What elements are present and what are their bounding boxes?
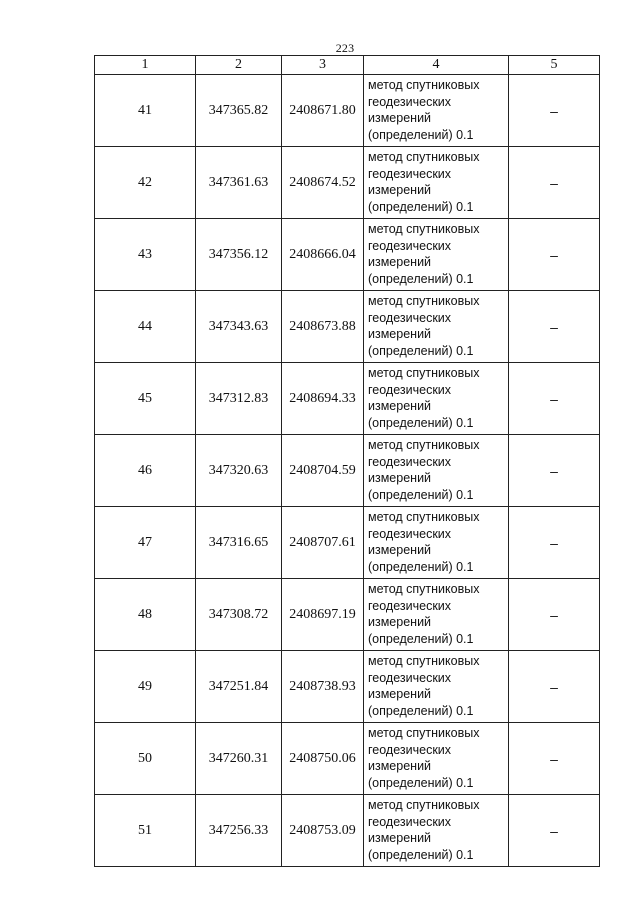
x-coordinate-cell: 347343.63 — [196, 291, 282, 363]
y-coordinate-cell: 2408750.06 — [282, 723, 364, 795]
method-cell: метод спутниковых геодезических измерений (определений) 0.1 — [364, 435, 509, 507]
y-coordinate-cell: 2408674.52 — [282, 147, 364, 219]
table-row — [95, 435, 600, 507]
note-cell: – — [509, 795, 600, 867]
y-coordinate-cell: 2408671.80 — [282, 75, 364, 147]
table-row — [95, 219, 600, 291]
point-number-cell: 41 — [95, 75, 196, 147]
note-cell: – — [509, 651, 600, 723]
method-cell: метод спутниковых геодезических измерений (определений) 0.1 — [364, 651, 509, 723]
point-number-cell: 43 — [95, 219, 196, 291]
x-coordinate-cell: 347251.84 — [196, 651, 282, 723]
column-header: 5 — [509, 56, 600, 75]
x-coordinate-cell: 347256.33 — [196, 795, 282, 867]
point-number-cell: 48 — [95, 579, 196, 651]
table-row — [95, 795, 600, 867]
table-header — [95, 56, 600, 75]
point-number-cell: 49 — [95, 651, 196, 723]
point-number-cell: 51 — [95, 795, 196, 867]
point-number-cell: 45 — [95, 363, 196, 435]
note-cell: – — [509, 507, 600, 579]
column-header: 2 — [196, 56, 282, 75]
x-coordinate-cell: 347361.63 — [196, 147, 282, 219]
note-cell: – — [509, 723, 600, 795]
y-coordinate-cell: 2408704.59 — [282, 435, 364, 507]
note-cell: – — [509, 291, 600, 363]
point-number-cell: 42 — [95, 147, 196, 219]
table-row — [95, 507, 600, 579]
method-cell: метод спутниковых геодезических измерений (определений) 0.1 — [364, 579, 509, 651]
table-row — [95, 363, 600, 435]
note-cell: – — [509, 75, 600, 147]
x-coordinate-cell: 347356.12 — [196, 219, 282, 291]
table-row — [95, 651, 600, 723]
method-cell: метод спутниковых геодезических измерений (определений) 0.1 — [364, 723, 509, 795]
y-coordinate-cell: 2408753.09 — [282, 795, 364, 867]
column-header: 4 — [364, 56, 509, 75]
x-coordinate-cell: 347312.83 — [196, 363, 282, 435]
method-cell: метод спутниковых геодезических измерений (определений) 0.1 — [364, 75, 509, 147]
method-cell: метод спутниковых геодезических измерений (определений) 0.1 — [364, 291, 509, 363]
method-cell: метод спутниковых геодезических измерений (определений) 0.1 — [364, 147, 509, 219]
method-cell: метод спутниковых геодезических измерений (определений) 0.1 — [364, 795, 509, 867]
page-number: 223 — [335, 41, 355, 55]
y-coordinate-cell: 2408738.93 — [282, 651, 364, 723]
column-header: 3 — [282, 56, 364, 75]
method-cell: метод спутниковых геодезических измерений (определений) 0.1 — [364, 363, 509, 435]
point-number-cell: 46 — [95, 435, 196, 507]
note-cell: – — [509, 363, 600, 435]
point-number-cell: 47 — [95, 507, 196, 579]
method-cell: метод спутниковых геодезических измерений (определений) 0.1 — [364, 507, 509, 579]
table-row — [95, 291, 600, 363]
note-cell: – — [509, 435, 600, 507]
table-row — [95, 75, 600, 147]
x-coordinate-cell: 347260.31 — [196, 723, 282, 795]
x-coordinate-cell: 347308.72 — [196, 579, 282, 651]
note-cell: – — [509, 579, 600, 651]
table-row — [95, 579, 600, 651]
y-coordinate-cell: 2408694.33 — [282, 363, 364, 435]
table-row — [95, 723, 600, 795]
y-coordinate-cell: 2408707.61 — [282, 507, 364, 579]
table-row — [95, 147, 600, 219]
y-coordinate-cell: 2408666.04 — [282, 219, 364, 291]
y-coordinate-cell: 2408697.19 — [282, 579, 364, 651]
x-coordinate-cell: 347320.63 — [196, 435, 282, 507]
note-cell: – — [509, 147, 600, 219]
table-body — [95, 75, 600, 867]
point-number-cell: 50 — [95, 723, 196, 795]
header-row — [95, 56, 600, 75]
point-number-cell: 44 — [95, 291, 196, 363]
column-header: 1 — [95, 56, 196, 75]
method-cell: метод спутниковых геодезических измерений (определений) 0.1 — [364, 219, 509, 291]
x-coordinate-cell: 347316.65 — [196, 507, 282, 579]
coordinates-table — [94, 55, 600, 867]
x-coordinate-cell: 347365.82 — [196, 75, 282, 147]
y-coordinate-cell: 2408673.88 — [282, 291, 364, 363]
note-cell: – — [509, 219, 600, 291]
